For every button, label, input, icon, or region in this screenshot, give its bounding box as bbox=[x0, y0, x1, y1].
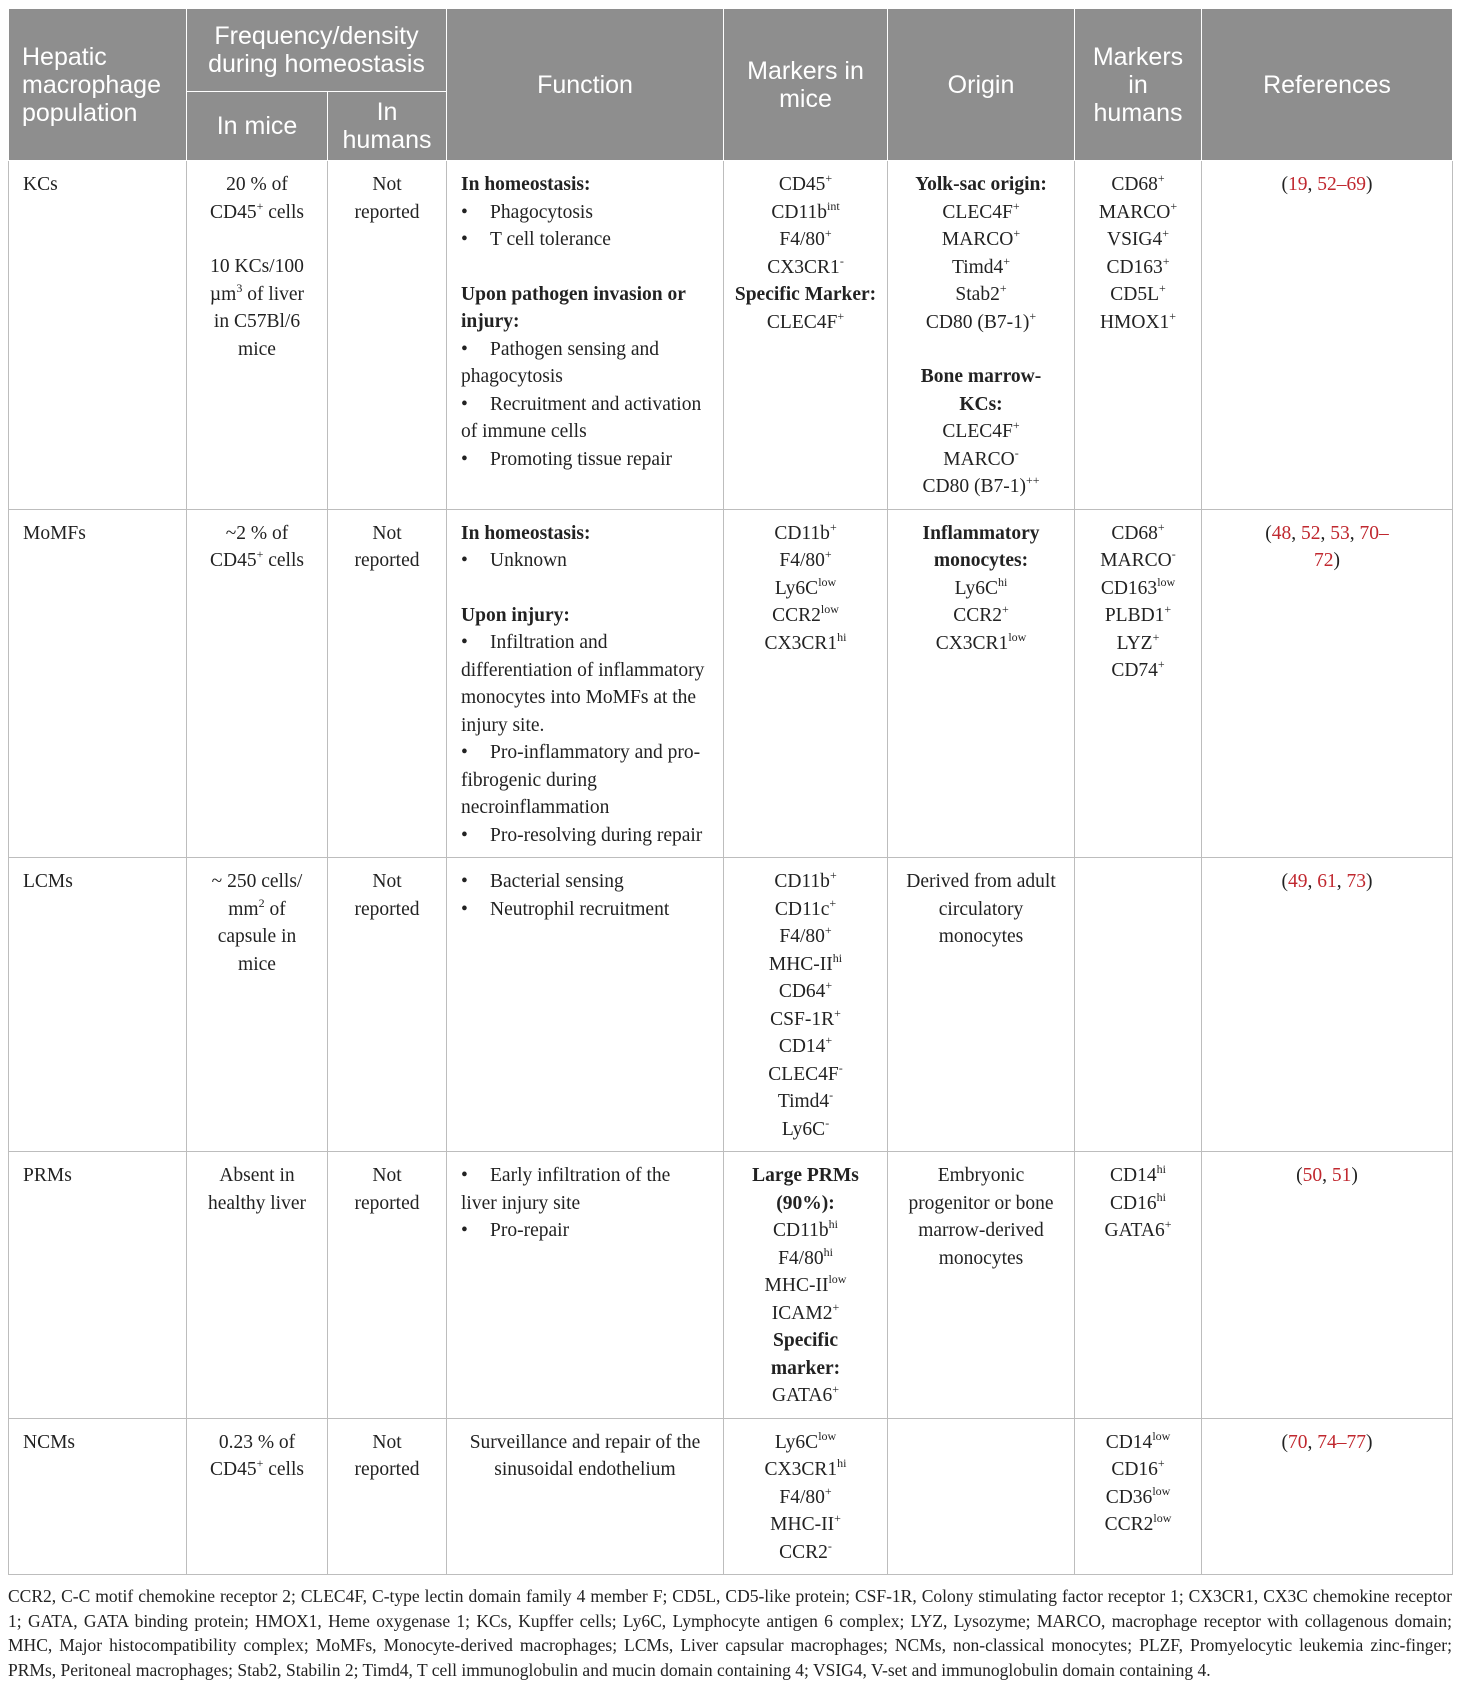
references-cell: (70, 74–77) bbox=[1202, 1418, 1453, 1575]
table-row bbox=[9, 1418, 1453, 1575]
header-in-mice: In mice bbox=[187, 92, 328, 161]
function-cell: In homeostasis: • Phagocytosis • T cell tolerance Upon pathogen invasion or injury: • Pathogen sensing and phagocytosis • Recruitment and activation of immune cells • Promoting tissue repair bbox=[447, 161, 724, 510]
ref-link[interactable]: 53 bbox=[1330, 522, 1350, 544]
ref-link[interactable]: 48 bbox=[1271, 522, 1292, 544]
markers-humans-cell bbox=[1075, 858, 1202, 1152]
freq-humans-cell: Not reported bbox=[328, 509, 447, 858]
header-function: Function bbox=[447, 9, 724, 161]
references-cell: (49, 61, 73) bbox=[1202, 858, 1453, 1152]
ref-link[interactable]: 51 bbox=[1331, 1165, 1352, 1186]
freq-humans-cell: Not reported bbox=[328, 858, 447, 1152]
markers-mice-cell: $Ly6C^{low}$ $CX3CR1^{hi}$ F4/80+ MHC-II+ CCR2- bbox=[724, 1418, 888, 1575]
population-cell: LCMs bbox=[9, 858, 187, 1152]
freq-mice-cell: 0.23 % of CD45+ cells bbox=[187, 1418, 328, 1575]
table-container bbox=[8, 8, 1452, 1682]
table-row bbox=[9, 509, 1453, 858]
ref-link[interactable]: 73 bbox=[1346, 871, 1367, 892]
markers-humans-cell: CD68+ MARCO- $CD163^{low}$ PLBD1+ LYZ+ CD74+ bbox=[1075, 509, 1202, 858]
ref-link[interactable]: 19 bbox=[1288, 174, 1308, 195]
ref-link[interactable]: 49 bbox=[1288, 871, 1308, 892]
function-cell: • Bacterial sensing • Neutrophil recruitment bbox=[447, 858, 724, 1152]
origin-cell bbox=[888, 1418, 1075, 1575]
markers-humans-cell: $CD14^{hi}$ $CD16^{hi}$ GATA6+ bbox=[1075, 1152, 1202, 1419]
header-frequency: Frequency/density during homeostasis bbox=[187, 9, 447, 92]
population-cell: NCMs bbox=[9, 1418, 187, 1575]
header-population: Hepatic macrophage population bbox=[9, 9, 187, 161]
origin-cell: Inflammatory monocytes: $Ly6C^{hi}$ CCR2+ $CX3CR1^{low}$ bbox=[888, 509, 1075, 858]
header-references: References bbox=[1202, 9, 1453, 161]
markers-mice-cell: CD45+ $CD11b^{int}$ F4/80+ CX3CR1- Specific Marker: CLEC4F+ bbox=[724, 161, 888, 510]
function-cell: In homeostasis: • Unknown Upon injury: • Infiltration and differentiation of inflammatory monocytes into MoMFs at the injury site. • Pro-inflammatory and pro-fibrogenic during necroinflammation • Pro-resolving during repair bbox=[447, 509, 724, 858]
ref-link[interactable]: 50 bbox=[1302, 1165, 1323, 1186]
ref-link[interactable]: 70 bbox=[1288, 1431, 1308, 1453]
ref-link[interactable]: 70– bbox=[1359, 522, 1389, 544]
markers-mice-cell: Large PRMs (90%): $CD11b^{hi}$ $F4/80^{hi}$ MHC-$II^{low}$ ICAM2+ Specific marker: GATA6+ bbox=[724, 1152, 888, 1419]
macrophage-table bbox=[8, 8, 1453, 1575]
freq-mice-cell: 20 % of CD45+ cells 10 KCs/100 µm$^3$ of liver in C57Bl/6 mice bbox=[187, 161, 328, 510]
function-cell: • Early infiltration of the liver injury site • Pro-repair bbox=[447, 1152, 724, 1419]
references-cell: (50, 51) bbox=[1202, 1152, 1453, 1419]
freq-humans-cell: Not reported bbox=[328, 161, 447, 510]
header-in-humans: In humans bbox=[328, 92, 447, 161]
table-row bbox=[9, 161, 1453, 510]
table-footnote: CCR2, C-C motif chemokine receptor 2; CLEC4F, C-type lectin domain family 4 member F; CD5L, CD5-like protein; CSF-1R, Colony stimulating factor receptor 1; CX3CR1, CX3C chemokine receptor 1; GATA, GATA binding protein; HMOX1, Heme oxygenase 1; KCs, Kupffer cells; Ly6C, Lymphocyte antigen 6 complex; LYZ, Lysozyme; MARCO, macrophage receptor with collagenous domain; MHC, Major histocompatibility complex; MoMFs, Monocyte-derived macrophages; LCMs, Liver capsular macrophages; NCMs, non-classical monocytes; PLZF, Promyelocytic leukemia zinc-finger; PRMs, Peritoneal macrophages; Stab2, Stabilin 2; Timd4, T cell immunoglobulin and mucin domain containing 4; VSIG4, V-set and immunoglobulin domain containing 4. bbox=[8, 1586, 1452, 1680]
markers-humans-cell: CD68+ MARCO+ VSIG4+ CD163+ CD5L+ HMOX1+ bbox=[1075, 161, 1202, 510]
markers-mice-cell: CD11b+ F4/80+ $Ly6C^{low}$ $CCR2^{low}$ $CX3CR1^{hi}$ bbox=[724, 509, 888, 858]
header-origin: Origin bbox=[888, 9, 1075, 161]
references-cell: (48, 52, 53, 70– 72) bbox=[1202, 509, 1453, 858]
origin-cell: Derived from adult circulatory monocytes bbox=[888, 858, 1075, 1152]
population-cell: KCs bbox=[9, 161, 187, 510]
header-markers-mice: Markers in mice bbox=[724, 9, 888, 161]
ref-link[interactable]: 72 bbox=[1314, 550, 1334, 571]
function-cell: Surveillance and repair of the sinusoidal endothelium bbox=[447, 1418, 724, 1575]
freq-humans-cell: Not reported bbox=[328, 1418, 447, 1575]
origin-cell: Yolk-sac origin: CLEC4F+ MARCO+ Timd4+ Stab2+ CD80 (B7-1)+ Bone marrow-KCs: CLEC4F+ MARCO- CD80 (B7-1)++ bbox=[888, 161, 1075, 510]
freq-mice-cell: ~2 % of CD45+ cells bbox=[187, 509, 328, 858]
table-row bbox=[9, 1152, 1453, 1419]
ref-link[interactable]: 52–69 bbox=[1317, 174, 1367, 195]
freq-humans-cell: Not reported bbox=[328, 1152, 447, 1419]
header-markers-humans: Markers in humans bbox=[1075, 9, 1202, 161]
population-cell: PRMs bbox=[9, 1152, 187, 1419]
origin-cell: Embryonic progenitor or bone marrow-derived monocytes bbox=[888, 1152, 1075, 1419]
ref-link[interactable]: 52 bbox=[1301, 522, 1321, 544]
references-cell: (19, 52–69) bbox=[1202, 161, 1453, 510]
table-row bbox=[9, 858, 1453, 1152]
freq-mice-cell: Absent in healthy liver bbox=[187, 1152, 328, 1419]
population-cell: MoMFs bbox=[9, 509, 187, 858]
ref-link[interactable]: 74–77 bbox=[1317, 1431, 1367, 1453]
markers-mice-cell: CD11b+ CD11c+ F4/80+ MHC-$II^{hi}$ CD64+ CSF-1R+ CD14+ CLEC4F- Timd4- Ly6C- bbox=[724, 858, 888, 1152]
ref-link[interactable]: 61 bbox=[1317, 871, 1337, 892]
markers-humans-cell: $CD14^{low}$ CD16+ $CD36^{low}$ $CCR2^{low}$ bbox=[1075, 1418, 1202, 1575]
freq-mice-cell: ~ 250 cells/ $mm^2$ of capsule in mice bbox=[187, 858, 328, 1152]
